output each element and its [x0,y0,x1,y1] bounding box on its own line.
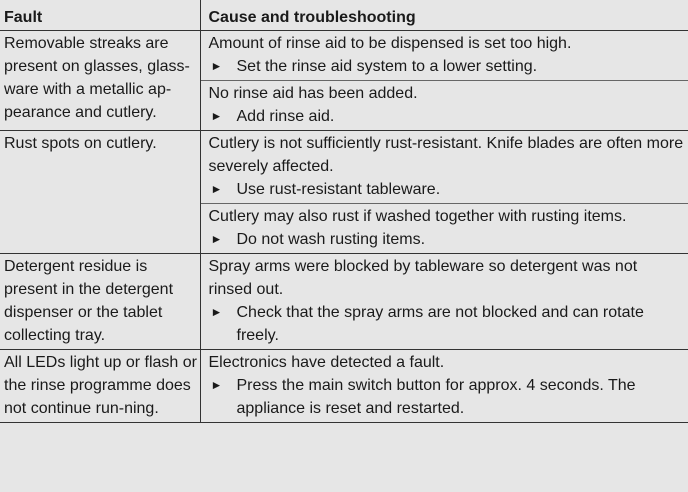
cause-text: Cutlery may also rust if washed together with rusting items. [208,208,627,225]
bullet-arrow-icon: ► [210,182,223,196]
cause-block [201,31,688,80]
action-text: Press the main switch button for approx. 4 seconds. The appliance is reset and restarted. [236,377,636,417]
causes-cell [200,31,688,131]
cause-block [201,350,688,422]
fault-cell: Rust spots on cutlery. [0,131,200,254]
cause-block [201,203,688,253]
action-item [209,178,685,201]
fault-cell: All LEDs light up or flash or the rinse programme does not continue run-ning. [0,350,200,423]
causes-cell [200,254,688,350]
cause-text: Cutlery is not sufficiently rust-resistant. Knife blades are often more severely affected. [208,135,684,175]
action-text: Add rinse aid. [236,108,335,125]
action-item [209,374,685,420]
cause-text: Electronics have detected a fault. [208,354,445,371]
table-row [0,254,688,350]
action-item [209,301,685,347]
cause-text: Spray arms were blocked by tableware so detergent was not rinsed out. [208,258,638,298]
bullet-arrow-icon: ► [210,59,223,73]
table-row [0,131,688,254]
action-text: Set the rinse aid system to a lower setting. [236,58,538,75]
header-row [0,0,688,31]
action-text: Use rust-resistant tableware. [236,181,441,198]
action-text: Check that the spray arms are not blocked and can rotate freely. [236,304,644,344]
action-item [209,105,685,128]
causes-cell [200,350,688,423]
causes-cell [200,131,688,254]
fault-cell: Removable streaks are present on glasses, glass-ware with a metallic ap-pearance and cutlery. [0,31,200,131]
bullet-arrow-icon: ► [210,109,223,123]
table-row [0,31,688,131]
fault-cell: Detergent residue is present in the detergent dispenser or the tablet collecting tray. [0,254,200,350]
cause-block [201,254,688,349]
bullet-arrow-icon: ► [210,232,223,246]
cause-text: Amount of rinse aid to be dispensed is set too high. [208,35,572,52]
table-row [0,350,688,423]
action-text: Do not wash rusting items. [236,231,426,248]
cause-block [201,80,688,130]
bullet-arrow-icon: ► [210,305,223,319]
action-item [209,55,685,78]
cause-column-header: Cause and troubleshooting [200,0,688,31]
cause-block [201,131,688,203]
fault-column-header: Fault [0,0,200,31]
action-item [209,228,685,251]
bullet-arrow-icon: ► [210,378,223,392]
cause-text: No rinse aid has been added. [208,85,418,102]
